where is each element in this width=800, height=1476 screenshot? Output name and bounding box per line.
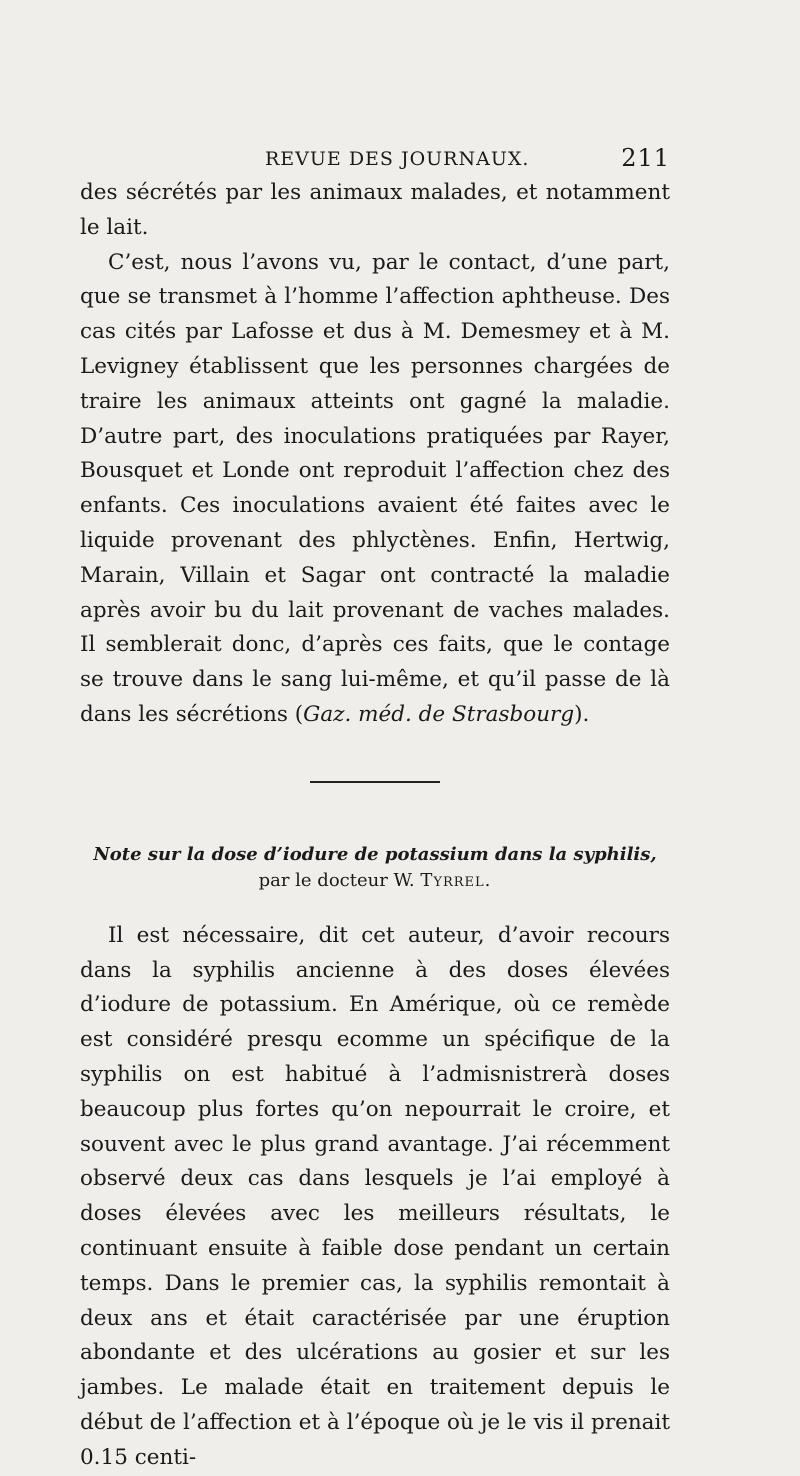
paragraph-iodure: Il est nécessaire, dit cet auteur, d’avoir recours dans la syphilis ancienne à des doses élevées d’iodure de potassium. En Amérique, où ce remède est considéré presqu ecomme un spécifique de la syphilis on est habitué à l’admisnistrerà doses beaucoup plus fortes qu’on nepourrait le croire, et souvent avec le plus grand avantage. J’ai récemment observé deux cas dans lesquels je l’ai employé à doses élevées avec les meilleurs résultats, le continuant ensuite à faible dose pendant un certain temps. Dans le premier cas, la syphilis remontait à deux ans et était caractérisée par une éruption abondante et des ulcérations au gosier et sur les jambes. Le malade était en traitement depuis le début de l’affection et à l’époque où je le vis il prenait 0.15 centi- [80, 922, 670, 1470]
note-title: Note sur la dose d’iodure de potassium dans la syphilis, [93, 843, 657, 865]
note-author [80, 869, 670, 893]
paragraph-contagion-text: C’est, nous l’avons vu, par le contact, d’une part, que se transmet à l’homme l’affection aphtheuse. Des cas cités par Lafosse et dus à M. Demesmey et à M. Levigney établissent que les personnes chargées de traire les animaux atteints ont gagné la maladie. D’autre part, des inoculations pratiquées par Rayer, Bousquet et Londe ont reproduit l’affection chez des enfants. Ces inoculations avaient été faites avec le liquide provenant des phlyctènes. Enfin, Hertwig, Marain, Villain et Sagar ont contracté la maladie après avoir bu du lait provenant de vaches malades. Il semblerait donc, d’après ces faits, que le contage se trouve dans le sang lui-même, et qu’il passe de là dans les sécrétions ( [80, 249, 670, 727]
note-author-name: Tyrrel. [420, 869, 492, 891]
book-page [80, 140, 670, 1476]
page-number: 211 [621, 144, 670, 172]
paragraph-continued: des sécrétés par les animaux malades, et notamment le lait. [80, 180, 670, 240]
paragraph-contagion [80, 246, 670, 733]
section-divider [310, 781, 440, 783]
note-author-prefix: par le docteur W. [258, 869, 415, 891]
running-head [80, 140, 670, 176]
citation: Gaz. méd. de Strasbourg [303, 701, 575, 727]
running-title: REVUE DES JOURNAUX. [265, 148, 530, 170]
paragraph-contagion-end: ). [574, 701, 590, 727]
